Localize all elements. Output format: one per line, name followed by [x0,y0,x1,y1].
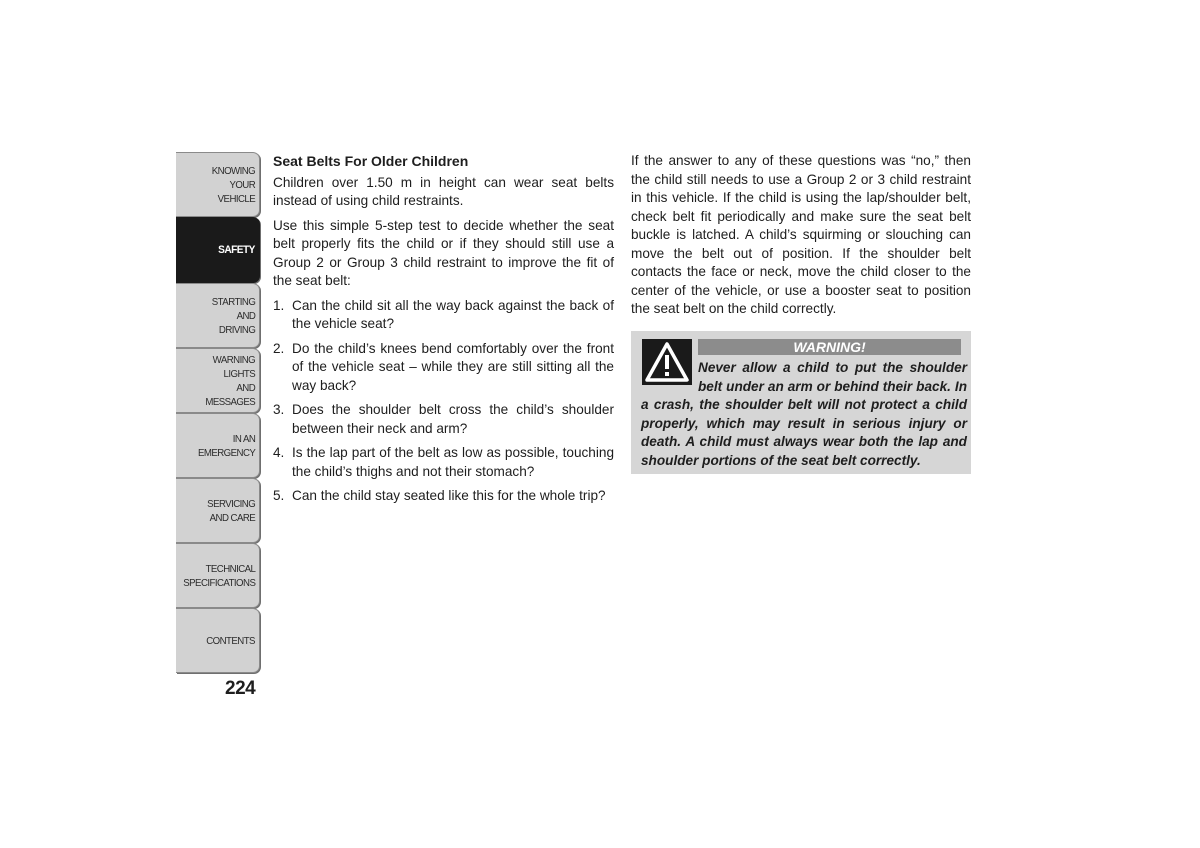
tab-safety[interactable] [176,217,260,283]
list-item [273,401,614,438]
tab-starting-and-driving[interactable] [176,283,260,348]
list-item-number: 1. [273,297,285,313]
tab-label: IN AN EMERGENCY [197,432,255,459]
list-item [273,487,614,506]
list-item-text: Can the child sit all the way back against the back of the vehicle seat? [292,297,614,331]
list-item-text: Can the child stay seated like this for the whole trip? [292,488,606,503]
tab-contents[interactable] [176,608,260,673]
tab-label: KNOWING YOUR VEHICLE [211,164,255,205]
right-column [631,152,971,325]
list-item-text: Is the lap part of the belt as low as possible, touching the child’s thighs and not their stomach? [292,445,614,479]
tab-label: SERVICING AND CARE [207,497,255,524]
warning-box [631,331,971,474]
tab-label: TECHNICAL SPECIFICATIONS [182,562,255,589]
tab-technical-specifications[interactable] [176,543,260,608]
tab-label: WARNING LIGHTS AND MESSAGES [205,353,255,408]
tab-in-an-emergency[interactable] [176,413,260,478]
page-number: 224 [225,678,256,699]
list-item-text: Does the shoulder belt cross the child’s shoulder between their neck and arm? [292,402,614,436]
list-item-number: 4. [273,445,285,460]
chapter-tabs [176,152,260,673]
tab-label: SAFETY [218,244,255,256]
answer-paragraph: If the answer to any of these questions was “no,” then the child still needs to use a Group 2 or 3 child restraint in this vehicle. If the child is using the lap/shoulder belt, check belt fit periodically and make sure the seat belt buckle is latched. A child’s squirming or slouching can move the belt out of position. If the shoulder belt contacts the face or neck, move the child closer to the center of the vehicle, or use a booster seat to position the seat belt on the child correctly. [631,153,971,316]
list-item [273,297,614,334]
left-column [273,152,614,512]
tab-label: CONTENTS [206,634,255,647]
section-heading: Seat Belts For Older Children [273,153,469,169]
list-item [273,444,614,481]
warning-title: WARNING! [698,339,961,355]
tab-servicing-and-care[interactable] [176,478,260,543]
tab-label: STARTING AND DRIVING [211,295,255,336]
five-step-test-list [273,297,614,506]
test-intro-paragraph: Use this simple 5-step test to decide whether the seat belt properly fits the child or if they should still use a Group 2 or Group 3 child restraint to improve the fit of the seat belt: [273,217,614,288]
list-item-number: 5. [273,488,285,503]
tab-knowing-your-vehicle[interactable] [176,152,260,217]
list-item [273,340,614,396]
intro-paragraph: Children over 1.50 m in height can wear seat belts instead of using child restraints. [273,174,614,208]
tab-warning-lights-and-messages[interactable] [176,348,260,413]
list-item-text: Do the child’s knees bend comfortably over the front of the vehicle seat – while they are still sitting all the way back? [292,340,614,393]
list-item-number: 2. [273,340,285,356]
list-item-number: 3. [273,402,285,417]
warning-text: Never allow a child to put the shoulder belt under an arm or behind their back. In a crash, the shoulder belt will not protect a child properly, which may result in serious injury or death. A child must always wear both the lap and shoulder portions of the seat belt correctly. [641,360,967,468]
